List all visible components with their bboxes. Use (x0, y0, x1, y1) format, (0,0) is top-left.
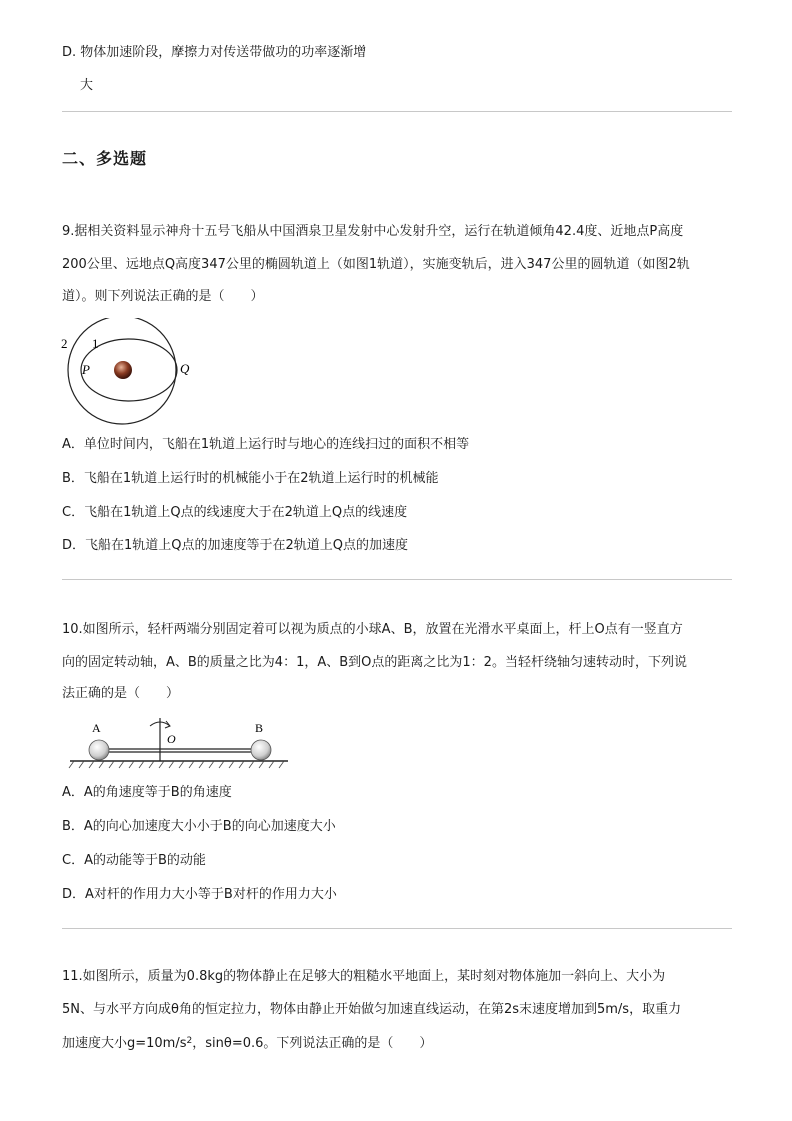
q9-line2: 200公里、远地点Q高度347公里的椭圆轨道上（如图1轨道），实施变轨后，进入347公里的圆轨道（如图2轨 (62, 257, 690, 272)
q9-option-d: D．飞船在1轨道上Q点的加速度等于在2轨道上Q点的加速度 (62, 538, 409, 553)
section-title: 二、多选题 (62, 149, 148, 168)
q11-line3-post: ，sinθ=0.6。下列说法正确的是（ ） (192, 1036, 433, 1051)
ball-b-icon (251, 740, 271, 760)
label-a: A (92, 721, 101, 735)
q9-option-a: A．单位时间内，飞船在1轨道上运行时与地心的连线扫过的面积不相等 (62, 437, 470, 452)
divider (62, 579, 732, 580)
q11-line3 (62, 1035, 432, 1053)
q9-option-b: B．飞船在1轨道上运行时的机械能小于在2轨道上运行时的机械能 (62, 471, 439, 486)
q10-line1: 10.如图所示，轻杆两端分别固定着可以视为质点的小球A、B，放置在光滑水平桌面上，杆上O点有一竖直方 (62, 622, 683, 637)
q10-line3: 法正确的是（ ） (62, 686, 180, 701)
ground-hatching (69, 761, 284, 768)
earth-icon (114, 361, 132, 379)
q11-line3-sup: 2 (186, 1036, 193, 1046)
q9-line3: 道）。则下列说法正确的是（ ） (62, 289, 264, 304)
q9-line1: 9.据相关资料显示神舟十五号飞船从中国酒泉卫星发射中心发射升空，运行在轨道倾角42.4度、近地点P高度 (62, 224, 684, 239)
q9-option-c: C．飞船在1轨道上Q点的线速度大于在2轨道上Q点的线速度 (62, 505, 408, 520)
divider (62, 928, 732, 929)
prev-option-d-line2: 大 (80, 78, 94, 93)
ball-a-icon (89, 740, 109, 760)
label-b: B (255, 721, 264, 735)
label-o: O (167, 732, 176, 746)
q11-line1: 11.如图所示，质量为0.8kg的物体静止在足够大的粗糙水平地面上，某时刻对物体施加一斜向上、大小为 (62, 969, 666, 984)
divider (62, 111, 732, 112)
q10-option-d: D．A对杆的作用力大小等于B对杆的作用力大小 (62, 887, 337, 902)
q10-line2: 向的固定转动轴，A、B的质量之比为4：1，A、B到O点的距离之比为1：2。当轻杆绕轴匀速转动时，下列说 (62, 655, 687, 670)
prev-option-d-line1: D. 物体加速阶段，摩擦力对传送带做功的功率逐渐增 (62, 45, 367, 60)
q11-line2: 5N、与水平方向成θ角的恒定拉力，物体由静止开始做匀加速直线运动，在第2s末速度增加到5m/s，取重力 (62, 1002, 682, 1017)
label-q: Q (180, 361, 190, 376)
label-1: 1 (92, 336, 99, 351)
orbit-figure (60, 318, 200, 428)
q10-option-b: B．A的向心加速度大小小于B的向心加速度大小 (62, 819, 336, 834)
label-2: 2 (61, 336, 68, 351)
rod-figure (66, 712, 292, 774)
label-p: P (82, 362, 90, 377)
q10-option-a: A．A的角速度等于B的角速度 (62, 785, 232, 800)
q11-line3-pre: 加速度大小g=10m/s (62, 1036, 187, 1051)
q10-option-c: C．A的动能等于B的动能 (62, 853, 206, 868)
